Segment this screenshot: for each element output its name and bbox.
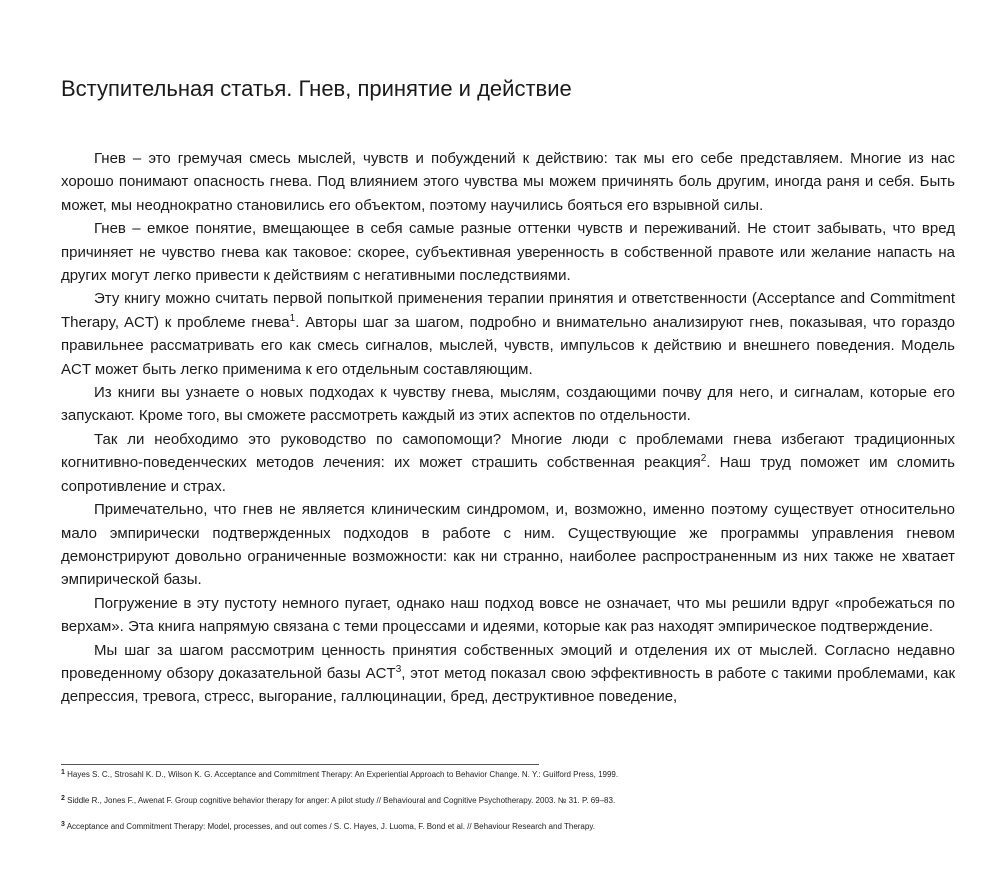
footnote-divider <box>61 764 539 765</box>
footnote <box>61 796 961 806</box>
paragraph-text: Погружение в эту пустоту немного пугает, однако наш подход вовсе не означает, что мы решили вдруг «пробежаться по верхам». Эта книга напрямую связана с теми процессами и идеями, которые как раз находят эмпирическое подтверждение. <box>61 594 955 636</box>
paragraph-text: . Авторы шаг за шагом, подробно и внимательно анализируют гнев, показывая, что гораздо правильнее рассматривать его как смесь сигналов, мыслей, чувств, импульсов к действию и внешнего поведения. Модель ACT может быть легко применима к его отдельным составляющим. <box>61 313 956 378</box>
paragraph <box>61 381 955 428</box>
paragraph-text: Так ли необходимо это руководство по самопомощи? Многие люди с проблемами гнева избегают традиционных когнитивно-поведенческих методов лечения: их может страшить собственная реакция <box>61 430 955 472</box>
paragraph-text: Эту книгу можно считать первой попыткой применения терапии принятия и ответственности (Acceptance and Commitment Therapy, ACT) к проблеме гнева <box>61 290 955 331</box>
footnote-number: 2 <box>61 795 65 802</box>
chapter-title: Вступительная статья. Гнев, принятие и действие <box>61 76 572 101</box>
paragraph-text: Мы шаг за шагом рассмотрим ценность принятия собственных эмоций и отделения их от мыслей. Согласно недавно проведенному обзору доказательной базы ACT <box>61 641 955 682</box>
footnote-number: 1 <box>61 769 65 776</box>
paragraph <box>61 287 955 381</box>
footnote-ref[interactable]: 1 <box>289 312 296 324</box>
footnote <box>61 822 961 832</box>
footnote-ref[interactable]: 3 <box>395 663 402 675</box>
footnotes <box>61 770 961 848</box>
paragraph <box>61 592 955 639</box>
body-text <box>61 147 955 709</box>
paragraph-text: Гнев – это гремучая смесь мыслей, чувств и побуждений к действию: так мы его себе представляем. Многие из нас хорошо понимают опасность гнева. Под влиянием этого чувства мы можем причинять боль другим, иногда раня и себя. Быть может, мы неоднократно становились его объектом, поэтому научились бояться его взрывной силы. <box>61 150 955 214</box>
paragraph-text: Из книги вы узнаете о новых подходах к чувству гнева, мыслям, создающими почву для него, и сигналам, которые его запускают. Кроме того, вы сможете рассмотреть каждый из этих аспектов по отдельности. <box>61 384 955 425</box>
footnote-ref[interactable]: 2 <box>700 453 707 465</box>
paragraph <box>61 498 955 592</box>
paragraph-text: Примечательно, что гнев не является клиническим синдромом, и, возможно, именно поэтому существует относительно мало эмпирически подтвержденных подходов в работе с ним. Существующие же программы управления гневом демонстрируют довольно ограниченные возможности: как ни странно, наиболее распространенным из них также не хватает эмпирической базы. <box>61 501 955 589</box>
paragraph-text: , этот метод показал свою эффективность в работе с такими проблемами, как депрессия, тревога, стресс, выгорание, галлюцинации, бред, деструктивное поведение, <box>61 664 956 706</box>
paragraph-text: Гнев – емкое понятие, вмещающее в себя самые разные оттенки чувств и переживаний. Не стоит забывать, что вред причиняет не чувство гнева как таковое: скорее, субъективная уверенность в собственной правоте или желание напасть на других могут легко привести к действиям с негативными последствиями. <box>61 220 955 285</box>
paragraph <box>61 147 955 217</box>
footnote <box>61 770 961 780</box>
paragraph <box>61 217 955 287</box>
paragraph <box>61 639 955 709</box>
footnote-text: Siddle R., Jones F., Awenat F. Group cognitive behavior therapy for anger: A pilot study // Behavioural and Cognitive Psychotherapy. 2003. № 31. P. 69–83. <box>67 796 616 805</box>
footnote-text: Hayes S. C., Strosahl K. D., Wilson K. G. Acceptance and Commitment Therapy: An Experiential Approach to Behavior Change. N. Y.: Guilford Press, 1999. <box>67 770 619 779</box>
paragraph-text: . Наш труд поможет им сломить сопротивление и страх. <box>61 454 955 495</box>
paragraph <box>61 428 955 498</box>
footnote-number: 3 <box>61 821 65 828</box>
footnote-text: Acceptance and Commitment Therapy: Model, processes, and out comes / S. C. Hayes, J. Luoma, F. Bond et al. // Behaviour Research and Therapy. <box>66 822 595 831</box>
